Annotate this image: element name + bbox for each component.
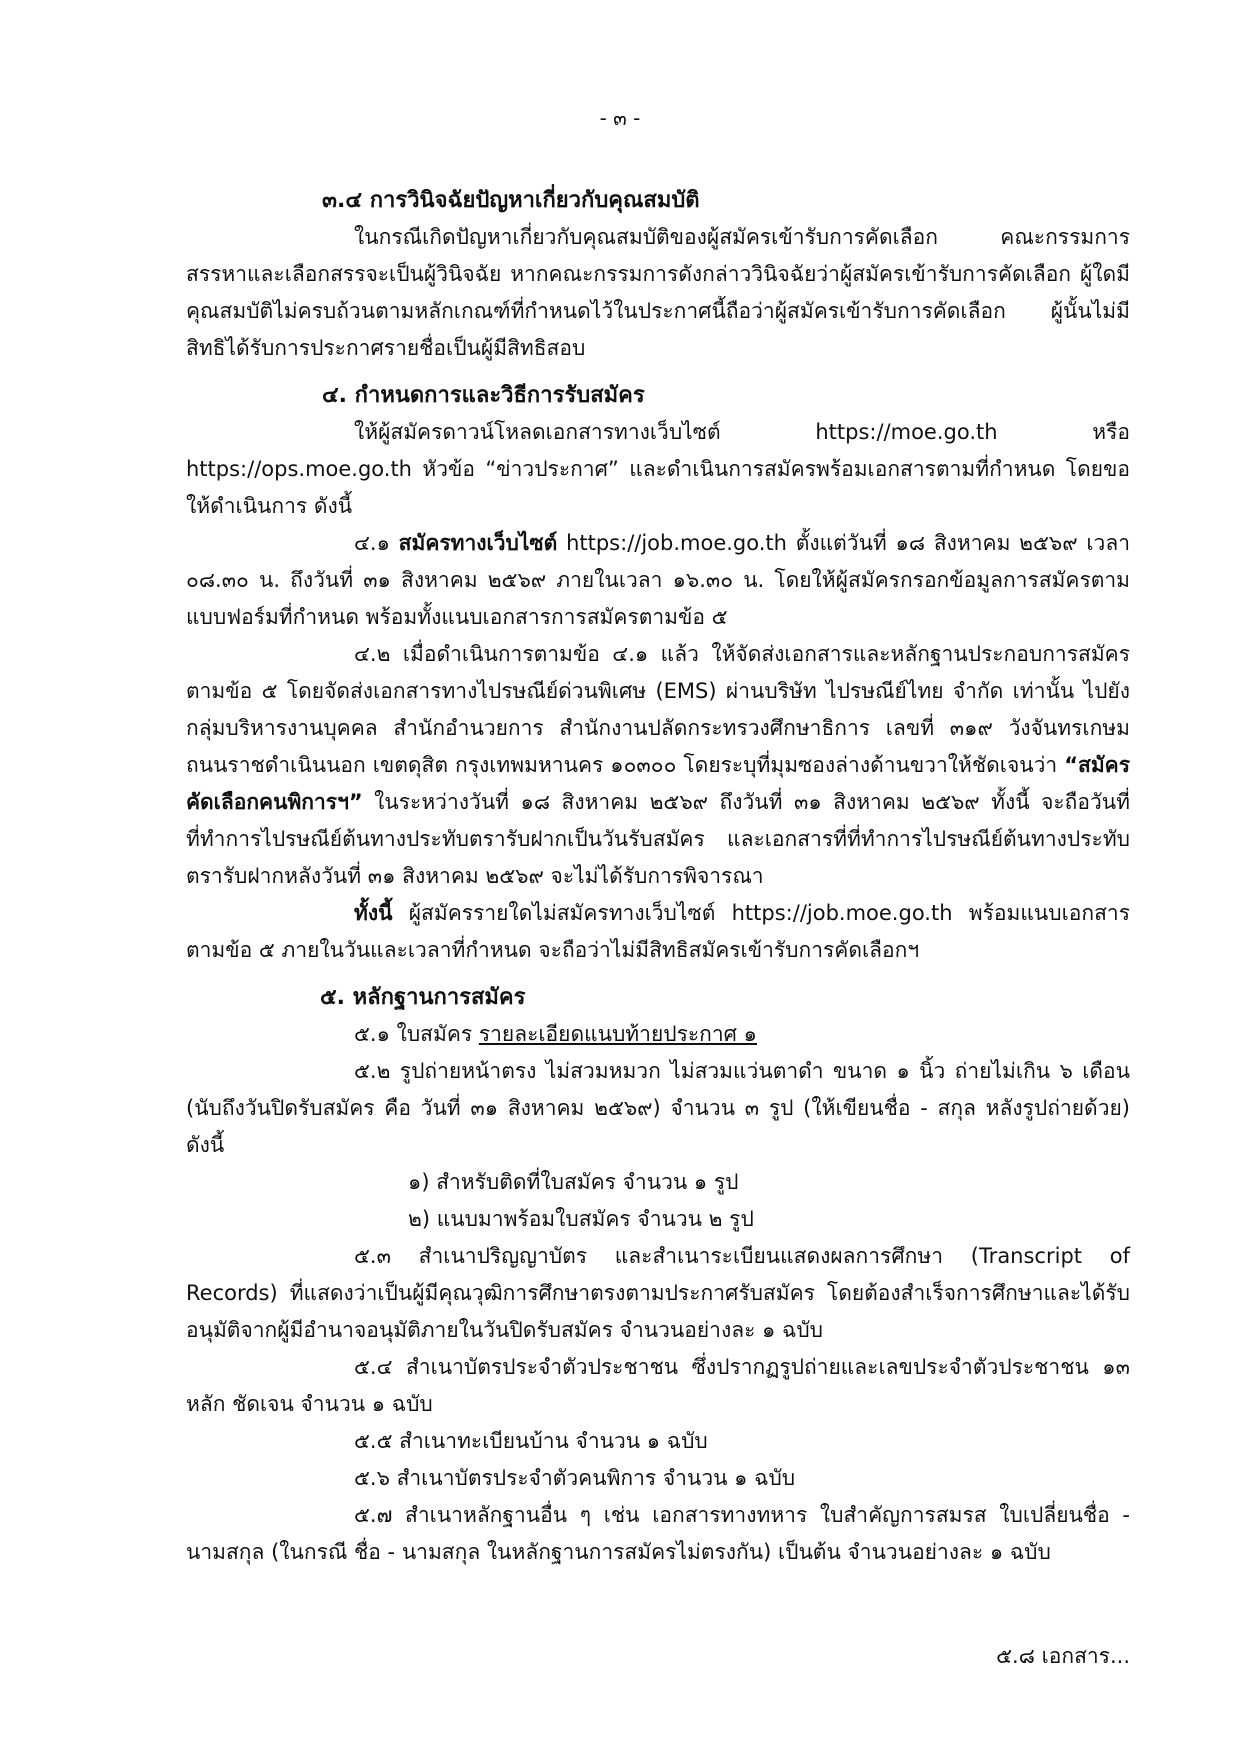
section-4-note-lead: ทั้งนี้	[354, 901, 393, 925]
section-4-2	[186, 636, 1130, 895]
section-3-4-paragraph: ในกรณีเกิดปัญหาเกี่ยวกับคุณสมบัติของผู้สมัครเข้ารับการคัดเลือก คณะกรรมการสรรหาและเลือกสรรจะเป็นผู้วินิจฉัย หากคณะกรรมการดังกล่าววินิจฉัยว่าผู้สมัครเข้ารับการคัดเลือก ผู้ใดมีคุณสมบัติไม่ครบถ้วนตามหลักเกณฑ์ที่กำหนดไว้ในประกาศนี้ถือว่าผู้สมัครเข้ารับการคัดเลือก ผู้นั้นไม่มีสิทธิได้รับการประกาศรายชื่อเป็นผู้มีสิทธิสอบ	[186, 225, 1130, 360]
section-4-note-text: ผู้สมัครรายใดไม่สมัครทางเว็บไซต์ https://job.moe.go.th พร้อมแนบเอกสารตามข้อ ๕ ภายในวันและเวลาที่กำหนด จะถือว่าไม่มีสิทธิสมัครเข้ารับการคัดเลือกฯ	[186, 901, 1130, 962]
section-4-2-text-b: ในระหว่างวันที่ ๑๘ สิงหาคม ๒๕๖๙ ถึงวันที่ ๓๑ สิงหาคม ๒๕๖๙ ทั้งนี้ จะถือวันที่ที่ทำการไปรษณีย์ต้นทางประทับตรารับฝากเป็นวันรับสมัคร และเอกสารที่ที่ทำการไปรษณีย์ต้นทางประทับตรารับฝากหลังวันที่ ๓๑ สิงหาคม ๒๕๖๙ จะไม่ได้รับการพิจารณา	[186, 790, 1130, 888]
section-4-intro: ให้ผู้สมัครดาวน์โหลดเอกสารทางเว็บไซต์ https://moe.go.th หรือ https://ops.moe.go.th หัวข้อ “ข่าวประกาศ” และดำเนินการสมัครพร้อมเอกสารตามที่กำหนด โดยขอให้ดำเนินการ ดังนี้	[186, 420, 1130, 518]
section-4-1-number: ๔.๑	[354, 531, 399, 555]
section-4-1-title: สมัครทางเว็บไซต์	[398, 531, 558, 555]
section-5-4: ๕.๔ สำเนาบัตรประจำตัวประชาชน ซึ่งปรากฏรูปถ่ายและเลขประจำตัวประชาชน ๑๓ หลัก ชัดเจน จำนวน ๑ ฉบับ	[186, 1355, 1130, 1416]
section-5-heading: ๕. หลักฐานการสมัคร	[320, 985, 526, 1010]
section-4-heading: ๔. กำหนดการและวิธีการรับสมัคร	[322, 383, 645, 408]
section-4-2-text-a: ๔.๒ เมื่อดำเนินการตามข้อ ๔.๑ แล้ว ให้จัดส่งเอกสารและหลักฐานประกอบการสมัครตามข้อ ๕ โดยจัดส่งเอกสารทางไปรษณีย์ด่วนพิเศษ (EMS) ผ่านบริษัท ไปรษณีย์ไทย จำกัด เท่านั้น ไปยังกลุ่มบริหารงานบุคคล สำนักอำนวยการ สำนักงานปลัดกระทรวงศึกษาธิการ เลขที่ ๓๑๙ วังจันทรเกษม ถนนราชดำเนินนอก เขตดุสิต กรุงเทพมหานคร ๑๐๓๐๐ โดยระบุที่มุมซองล่างด้านขวาให้ชัดเจนว่า	[186, 642, 1130, 777]
section-4-1	[186, 525, 1130, 636]
section-5-5: ๕.๕ สำเนาทะเบียนบ้าน จำนวน ๑ ฉบับ	[354, 1429, 708, 1453]
continuation-reference: ๕.๘ เอกสาร...	[996, 1644, 1130, 1668]
section-4-note	[186, 895, 1130, 969]
section-5-3: ๕.๓ สำเนาปริญญาบัตร และสำเนาระเบียนแสดงผลการศึกษา (Transcript of Records) ที่แสดงว่าเป็นผู้มีคุณวุฒิการศึกษาตรงตามประกาศรับสมัคร โดยต้องสำเร็จการศึกษาและได้รับอนุมัติจากผู้มีอำนาจอนุมัติภายในวันปิดรับสมัคร จำนวนอย่างละ ๑ ฉบับ	[186, 1244, 1130, 1342]
section-5-7: ๕.๗ สำเนาหลักฐานอื่น ๆ เช่น เอกสารทางทหาร ใบสำคัญการสมรส ใบเปลี่ยนชื่อ - นามสกุล (ในกรณี ชื่อ - นามสกุล ในหลักฐานการสมัครไม่ตรงกัน) เป็นต้น จำนวนอย่างละ ๑ ฉบับ	[186, 1503, 1130, 1564]
section-5-2: ๕.๒ รูปถ่ายหน้าตรง ไม่สวมหมวก ไม่สวมแว่นตาดำ ขนาด ๑ นิ้ว ถ่ายไม่เกิน ๖ เดือน (นับถึงวันปิดรับสมัคร คือ วันที่ ๓๑ สิงหาคม ๒๕๖๙) จำนวน ๓ รูป (ให้เขียนชื่อ - สกุล หลังรูปถ่ายด้วย) ดังนี้	[186, 1059, 1130, 1157]
section-3-4-heading: ๓.๔ การวินิจฉัยปัญหาเกี่ยวกับคุณสมบัติ	[322, 188, 700, 213]
section-4-2-label: “สมัครคัดเลือกคนพิการฯ”	[186, 753, 1130, 814]
page-number: - ๓ -	[599, 106, 641, 130]
section-5-1-text: ๕.๑ ใบสมัคร	[354, 1022, 479, 1046]
section-5-6: ๕.๖ สำเนาบัตรประจำตัวคนพิการ จำนวน ๑ ฉบับ	[354, 1466, 796, 1490]
section-5-2-sub-2: ๒) แนบมาพร้อมใบสมัคร จำนวน ๒ รูป	[408, 1207, 754, 1231]
section-5-1	[186, 1016, 1130, 1053]
document-body	[186, 172, 1130, 1571]
section-5-1-attachment-link: รายละเอียดแนบท้ายประกาศ ๑	[478, 1022, 757, 1046]
section-4-1-text: https://job.moe.go.th ตั้งแต่วันที่ ๑๘ สิงหาคม ๒๕๖๙ เวลา ๐๘.๓๐ น. ถึงวันที่ ๓๑ สิงหาคม ๒๕๖๙ ภายในเวลา ๑๖.๓๐ น. โดยให้ผู้สมัครกรอกข้อมูลการสมัครตามแบบฟอร์มที่กำหนด พร้อมทั้งแนบเอกสารการสมัครตามข้อ ๕	[186, 531, 1131, 629]
section-5-2-sub-1: ๑) สำหรับติดที่ใบสมัคร จำนวน ๑ รูป	[408, 1170, 739, 1194]
